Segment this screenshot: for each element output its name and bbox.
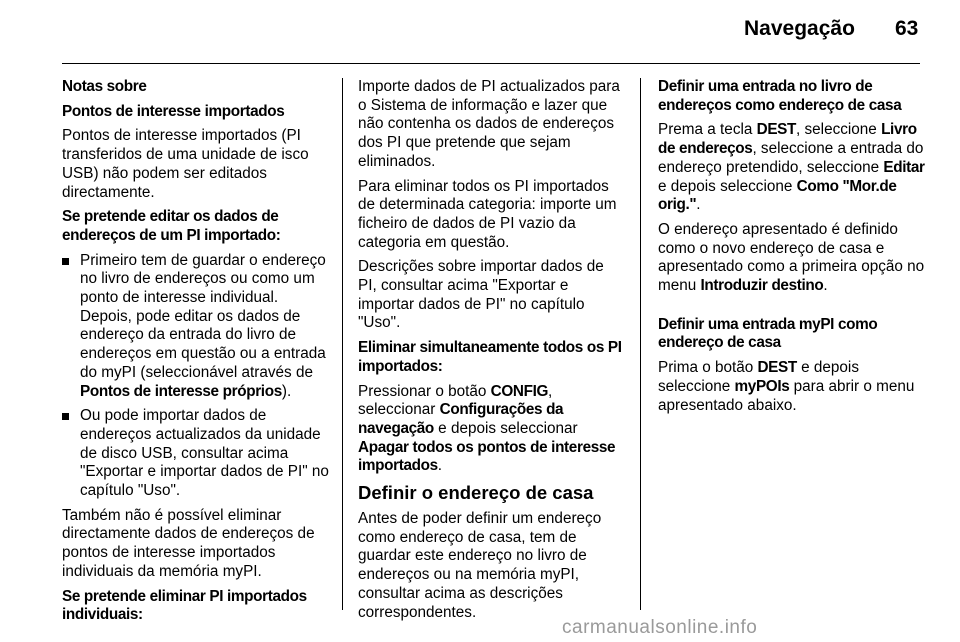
- heading-editar: Se pretende editar os dados de endereços de um PI importado:: [62, 208, 281, 244]
- bullet-square-icon: [62, 258, 69, 265]
- bullet-square-icon: [62, 413, 69, 420]
- bullet-item: Primeiro tem de guardar o endereço no livro de endereços ou como um ponto de interesse individual. Depois, pode editar os dados de endereço da entrada do livro de endereços em questão ou a entrada do myPI (seleccionável através de Pontos de interesse próprios).: [62, 252, 330, 402]
- column-1: [62, 78, 330, 631]
- heading-eliminar-todos: Eliminar simultaneamente todos os PI importados:: [358, 339, 622, 375]
- bullet-list: [62, 252, 330, 501]
- paragraph: O endereço apresentado é definido como o novo endereço de casa e apresentado como a primeira opção no menu Introduzir destino.: [658, 220, 925, 295]
- page-header-title: Navegação: [744, 17, 855, 40]
- column-3: [658, 78, 926, 421]
- watermark: carmanualsonline.info: [562, 617, 758, 638]
- paragraph: Prima o botão DEST e depois seleccione myPOIs para abrir o menu apresentado abaixo.: [658, 359, 915, 414]
- paragraph: Prema a tecla DEST, seleccione Livro de endereços, seleccione a entrada do endereço pretendido, seleccione Editar e depois seleccione Como "Mor.de orig.".: [658, 121, 925, 214]
- paragraph: Antes de poder definir um endereço como endereço de casa, tem de guardar este endereço no livro de endereços ou na memória myPI, consultar acima as descrições correspondentes.: [358, 510, 602, 621]
- paragraph: Pressionar o botão CONFIG, seleccionar Configurações da navegação e depois seleccionar Apagar todos os pontos de interesse importados.: [358, 382, 616, 475]
- bullet-item: Ou pode importar dados de endereços actualizados da unidade de disco USB, consultar acima "Exportar e importar dados de PI" no capítulo "Uso".: [62, 407, 330, 501]
- paragraph: Também não é possível eliminar directamente dados de endereços de pontos de interesse importados individuais da memória myPI.: [62, 506, 315, 580]
- header-rule: [62, 63, 920, 64]
- page-number: 63: [895, 17, 919, 40]
- column-2: [358, 78, 626, 628]
- paragraph: Descrições sobre importar dados de PI, consultar acima "Exportar e importar dados de PI" no capítulo "Uso".: [358, 258, 604, 332]
- column-divider: [640, 78, 641, 610]
- column-divider: [342, 78, 343, 610]
- heading-livro-casa: Definir uma entrada no livro de endereços como endereço de casa: [658, 78, 902, 114]
- section-title: Definir o endereço de casa: [358, 482, 594, 504]
- heading-mypi-casa: Definir uma entrada myPI como endereço de casa: [658, 315, 878, 352]
- paragraph: Para eliminar todos os PI importados de determinada categoria: importe um ficheiro de dados de PI vazio da categoria em questão.: [358, 177, 617, 251]
- heading-eliminar: Se pretende eliminar PI importados individuais:: [62, 587, 307, 624]
- heading-notas: Notas sobre: [62, 78, 147, 95]
- paragraph: Importe dados de PI actualizados para o Sistema de informação e lazer que não contenha os dados de endereços dos PI que pretende que sejam eliminados.: [358, 78, 620, 170]
- heading-pontos-importados: Pontos de interesse importados: [62, 102, 285, 120]
- paragraph: Pontos de interesse importados (PI transferidos de uma unidade de isco USB) não podem ser editados directamente.: [62, 127, 309, 201]
